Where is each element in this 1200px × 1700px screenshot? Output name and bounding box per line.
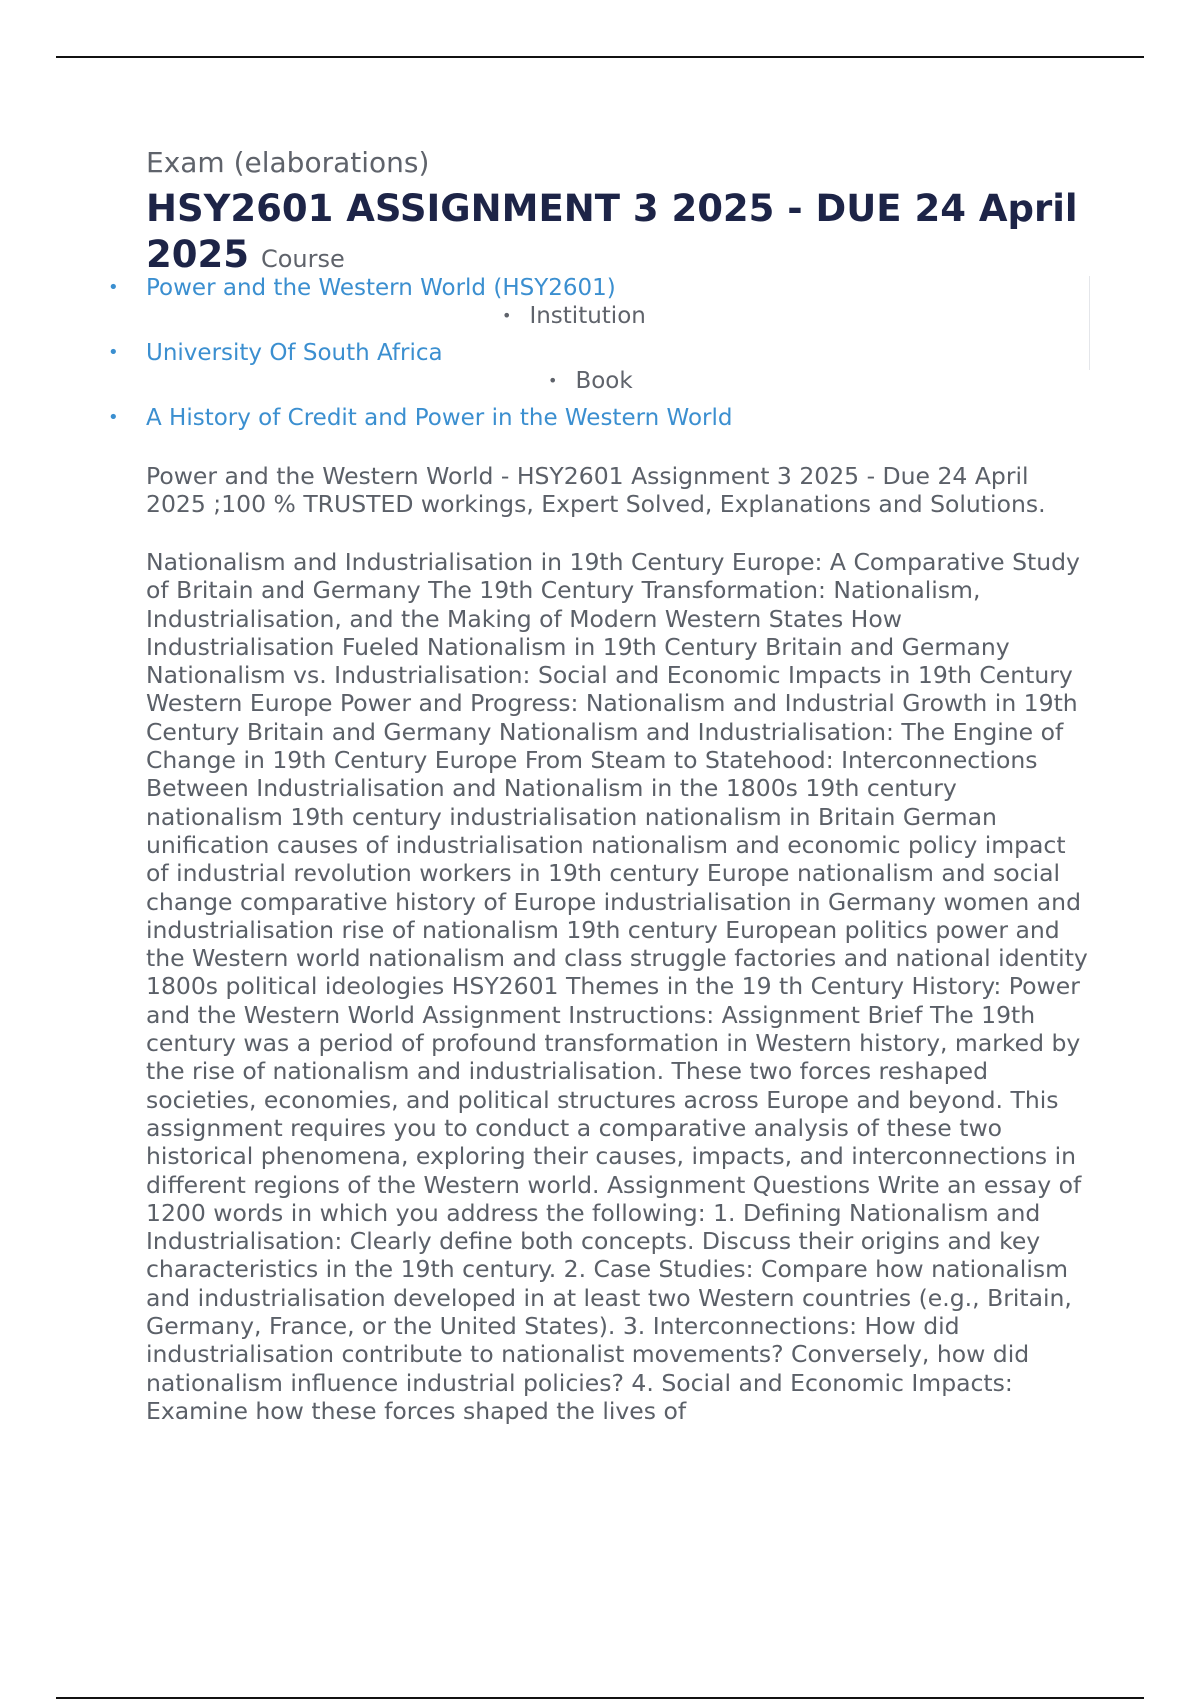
intro-paragraph: Power and the Western World - HSY2601 Assignment 3 2025 - Due 24 April 2025 ;100 % TRUSTED workings, Expert Solved, Explanations and Solutions. [146,462,1046,519]
institution-label: Institution [529,303,646,329]
bottom-rule [56,1697,1144,1699]
bullet-icon: • [108,342,119,363]
book-link[interactable]: A History of Credit and Power in the Western World [146,405,733,431]
bullet-icon: • [548,371,558,390]
book-label-row [548,368,633,394]
bullet-icon: • [108,277,119,298]
course-label: Course [260,245,345,273]
book-label: Book [575,368,633,394]
bullet-icon: • [502,306,512,325]
bullet-icon: • [108,407,119,428]
top-rule [56,56,1144,58]
description-paragraph: Nationalism and Industrialisation in 19th Century Europe: A Comparative Study of Britain and Germany The 19th Century Transformation: Nationalism, Industrialisation, and the Making of Modern Western States How Industrialisation Fueled Nationalism in 19th Century Britain and Germany Nationalism vs. Industrialisation: Social and Economic Impacts in 19th Century Western Europe Power and Progress: Nationalism and Industrial Growth in 19th Century Britain and Germany Nationalism and Industrialisation: The Engine of Change in 19th Century Europe From Steam to Statehood: Interconnections Between Industrialisation and Nationalism in the 1800s 19th century nationalism 19th century industrialisation nationalism in Britain German unification causes of industrialisation nationalism and economic policy impact of industrial revolution workers in 19th century Europe nationalism and social change comparative history of Europe industrialisation in Germany women and industrialisation rise of nationalism 19th century European politics power and the Western world nationalism and class struggle factories and national identity 1800s political ideologies HSY2601 Themes in the 19 th Century History: Power and the Western World Assignment Instructions: Assignment Brief The 19th century was a period of profound transformation in Western history, marked by the rise of nationalism and industrialisation. These two forces reshaped societies, economies, and political structures across Europe and beyond. This assignment requires you to conduct a comparative analysis of these two historical phenomena, exploring their causes, impacts, and interconnections in different regions of the Western world. Assignment Questions Write an essay of 1200 words in which you address the following: 1. Defining Nationalism and Industrialisation: Clearly define both concepts. Discuss their origins and key characteristics in the 19th century. 2. Case Studies: Compare how nationalism and industrialisation developed in at least two Western countries (e.g., Britain, Germany, France, or the United States). 3. Interconnections: How did industrialisation contribute to nationalist movements? Conversely, how did nationalism influence industrial policies? 4. Social and Economic Impacts: Examine how these forces shaped the lives of [146,548,1088,1425]
document-type: Exam (elaborations) [146,146,430,179]
title-text: HSY2601 ASSIGNMENT 3 2025 - DUE 24 April 2025 [146,187,1078,276]
institution-link[interactable]: University Of South Africa [146,340,443,366]
page-title [146,186,1106,282]
course-link[interactable]: Power and the Western World (HSY2601) [146,275,616,301]
sidebar-divider [1089,276,1090,370]
institution-label-row [502,303,646,329]
